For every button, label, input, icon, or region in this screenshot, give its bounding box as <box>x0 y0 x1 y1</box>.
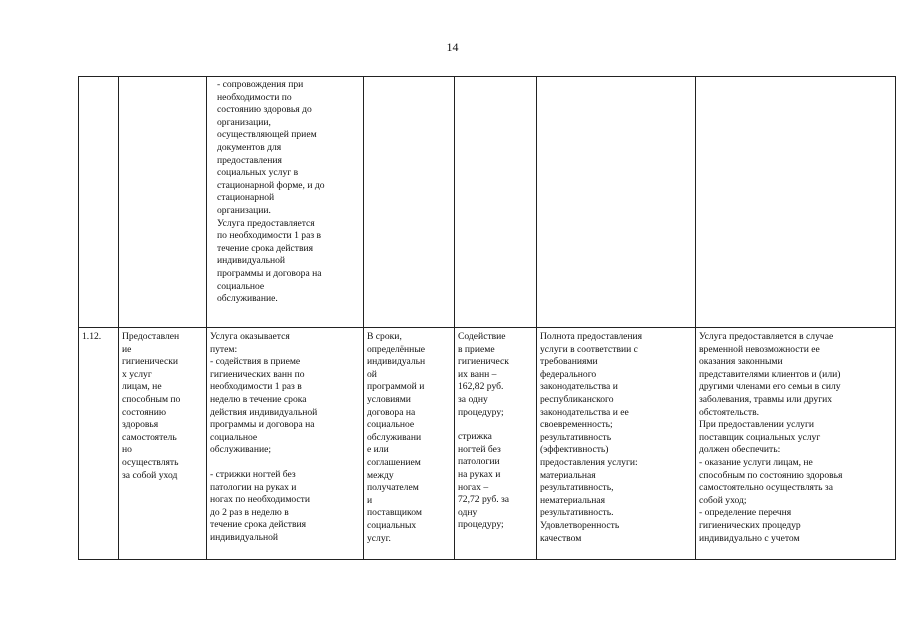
description-part-2: - стрижки ногтей без патологии на руках и ногах по необходимости до 2 раз в неделю в течение срока действия индивидуальной <box>210 468 311 543</box>
price-part-2: стрижка ногтей без патологии на руках и ногах – 72,72 руб. за одну процедуру; <box>458 431 510 531</box>
cell-quality <box>537 77 696 328</box>
cell-description: - сопровождения при необходимости по состоянию здоровья до организации, осуществляющей прием документов для предоставления социальных услуг в стационарной форме, и до стационарной организации. Услуга предоставляется по необходимости 1 раз в течение срока действия индивидуальной программы и договора на социальное обслуживание. <box>207 77 364 328</box>
cell-service-name <box>119 77 207 328</box>
cell-quality: Полнота предоставления услуги в соответствии с требованиями федерального законодательства и республиканского законодательства и ее своевременность; результативность (эффективность) предоставления услуги: материальная результативность, нематериальная результативность. Удовлетворенность качеством <box>537 328 696 560</box>
table-row <box>79 77 896 328</box>
cell-number: 1.12. <box>79 328 119 560</box>
cell-description <box>207 328 364 560</box>
cell-terms <box>364 77 455 328</box>
price-part-1: Содействие в приеме гигиеническ их ванн – 162,82 руб. за одну процедуру; <box>458 331 509 418</box>
page-number: 14 <box>446 40 459 54</box>
cell-price <box>455 77 537 328</box>
table-row <box>79 328 896 560</box>
services-table <box>78 76 896 560</box>
cell-terms: В сроки, определённые индивидуальн ой программой и условиями договора на социальное обслуживани е или соглашением между получателем и поставщиком социальных услуг. <box>364 328 455 560</box>
cell-conditions: Услуга предоставляется в случае временной невозможности ее оказания законными представителями клиентов и (или) другими членами его семьи в силу заболевания, травмы или других обстоятельств. При предоставлении услуги поставщик социальных услуг должен обеспечить: - оказание услуги лицам, не способным по состоянию здоровья самостоятельно осуществлять за собой уход; - определение перечня гигиенических процедур индивидуально с учетом <box>696 328 896 560</box>
cell-conditions <box>696 77 896 328</box>
cell-price <box>455 328 537 560</box>
cell-service-name: Предоставлен ие гигиенически х услуг лицам, не способным по состоянию здоровья самостоятель но осуществлять за собой уход <box>119 328 207 560</box>
cell-number <box>79 77 119 328</box>
description-part-1: Услуга оказывается путем: - содействия в приеме гигиенических ванн по необходимости 1 раз в неделю в течение срока действия индивидуальной программы и договора на социальное обслуживание; <box>210 331 318 456</box>
